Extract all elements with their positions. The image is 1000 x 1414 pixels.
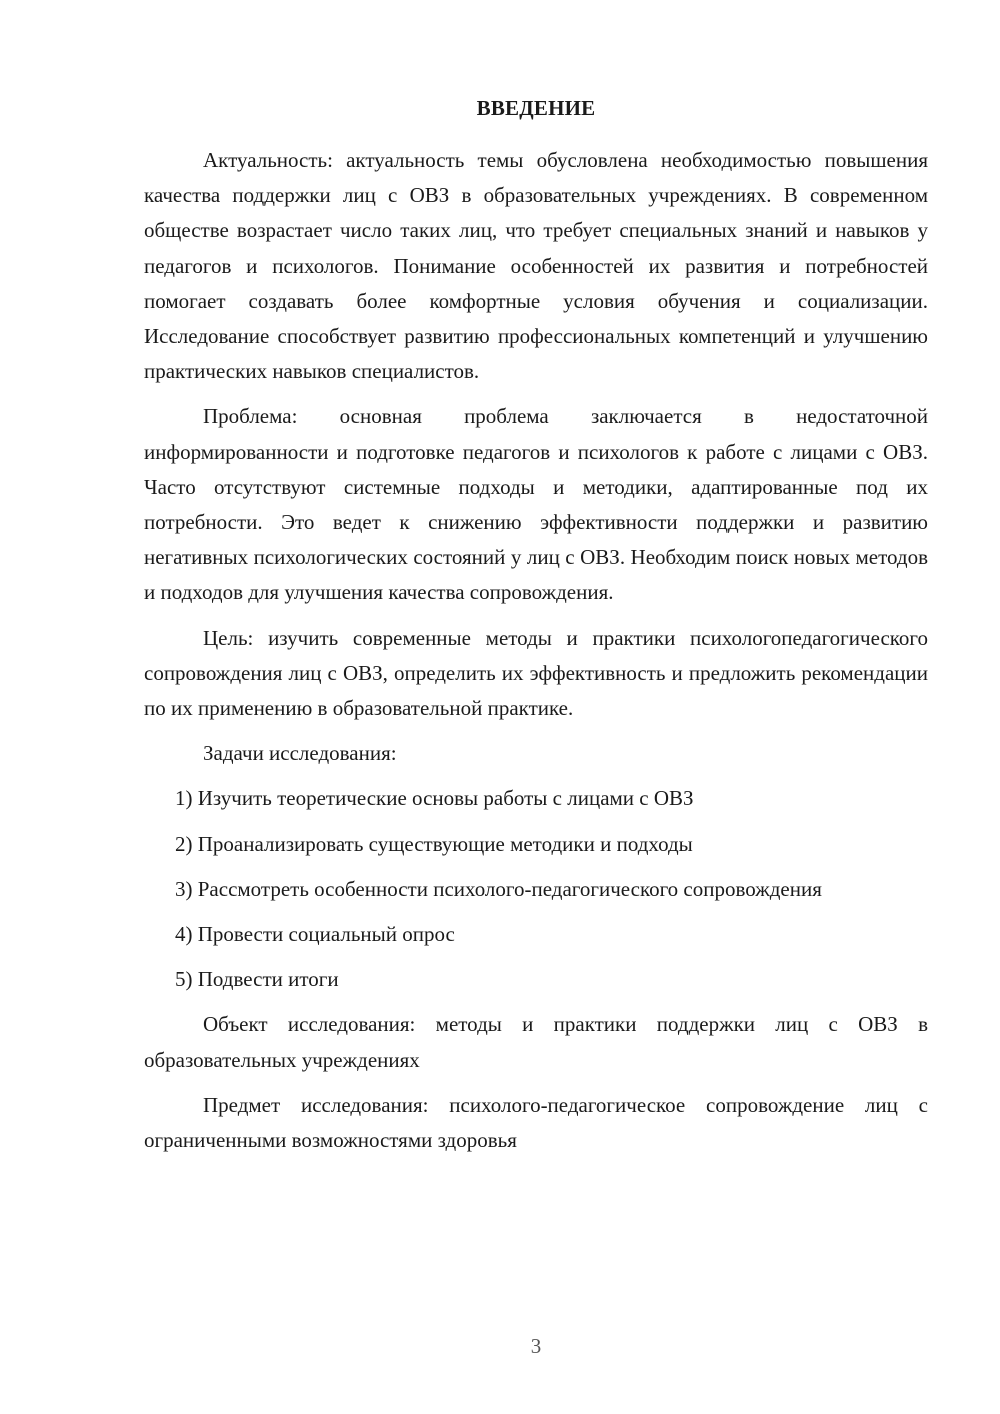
relevance-paragraph: Актуальность: актуальность темы обусловлена необходимостью повышения качества поддержки лиц с ОВЗ в образовательных учреждениях. В современном обществе возрастает число таких лиц, что требует специальных знаний и навыков у педагогов и психологов. Понимание особенностей их развития и потребностей помогает создавать более комфортные условия обучения и социализации. Исследование способствует развитию профессиональных компетенций и улучшению практических навыков специалистов. bbox=[144, 148, 928, 384]
object-paragraph: Объект исследования: методы и практики поддержки лиц с ОВЗ в образовательных учреждениях bbox=[144, 1012, 928, 1072]
problem-paragraph: Проблема: основная проблема заключается в недостаточной информированности и подготовке педагогов и психологов к работе с лицами с ОВЗ. Часто отсутствуют системные подходы и методики, адаптированные под их потребности. Это ведет к снижению эффективности поддержки и развитию негативных психологических состояний у лиц с ОВЗ. Необходим поиск новых методов и подходов для улучшения качества сопровождения. bbox=[144, 404, 928, 605]
task-item: 1) Изучить теоретические основы работы с лицами с ОВЗ bbox=[175, 786, 694, 811]
document-page bbox=[144, 96, 928, 1168]
task-item: 5) Подвести итоги bbox=[175, 967, 339, 992]
task-item: 3) Рассмотреть особенности психолого-педагогического сопровождения bbox=[175, 876, 822, 901]
task-item: 2) Проанализировать существующие методики и подходы bbox=[175, 831, 693, 856]
task-item: 4) Провести социальный опрос bbox=[175, 922, 455, 947]
page-number: 3 bbox=[530, 1334, 542, 1358]
page-title: ВВЕДЕНИЕ bbox=[476, 96, 596, 120]
tasks-heading: Задачи исследования: bbox=[203, 741, 397, 766]
subject-paragraph: Предмет исследования: психолого-педагогическое сопровождение лиц с ограниченными возможностями здоровья bbox=[144, 1092, 928, 1153]
goal-paragraph: Цель: изучить современные методы и практики психологопедагогического сопровождения лиц с ОВЗ, определить их эффективность и предложить рекомендации по их применению в образовательной практике. bbox=[144, 625, 928, 721]
